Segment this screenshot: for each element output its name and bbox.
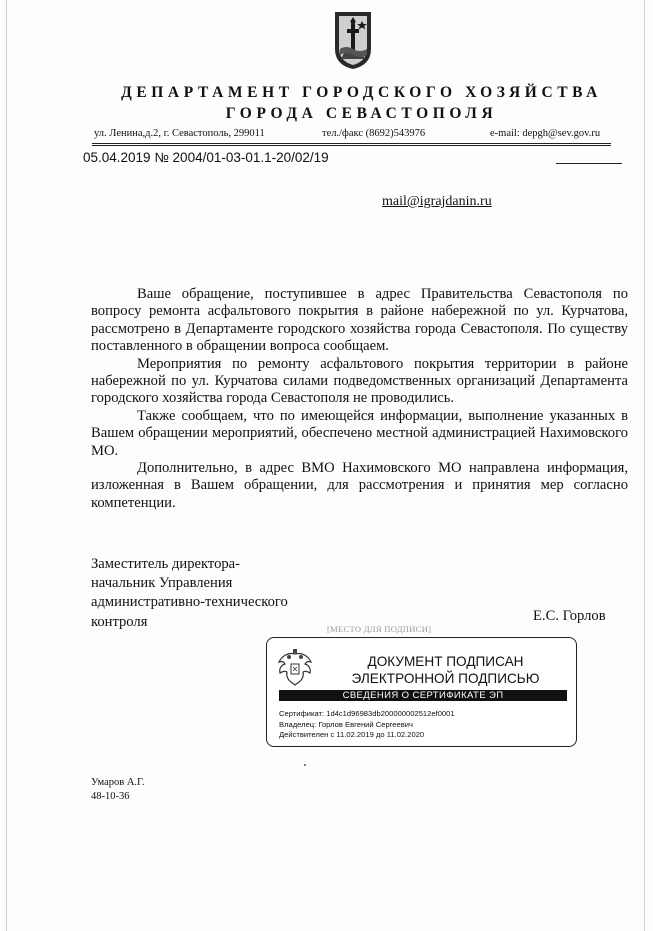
stamp-heading-line1: ДОКУМЕНТ ПОДПИСАН bbox=[367, 654, 524, 669]
signature-placeholder-label: [МЕСТО ДЛЯ ПОДПИСИ] bbox=[327, 624, 432, 634]
executor-info bbox=[91, 776, 145, 804]
addressee-email: mail@igrajdanin.ru bbox=[382, 194, 492, 209]
executor-name: Умаров А.Г. bbox=[91, 777, 145, 788]
department-name-line2: ГОРОДА СЕВАСТОПОЛЯ bbox=[225, 105, 498, 122]
blank-line bbox=[556, 163, 622, 164]
letterhead-divider-bottom bbox=[92, 145, 611, 146]
body-paragraph: Мероприятия по ремонту асфальтового покрытия территории в районе набережной по ул. Курчатова силами подведомственных организаций Департамента городского хозяйства города Севастополя не проводились. bbox=[91, 355, 628, 407]
stamp-heading bbox=[323, 653, 568, 687]
letter-body bbox=[91, 286, 628, 512]
certificate-owner: Владелец: Горлов Евгений Сергеевич bbox=[279, 719, 413, 729]
letterhead-divider-top bbox=[92, 143, 611, 144]
scan-edge-left bbox=[6, 0, 7, 931]
certificate-validity: Действителен с 11.02.2019 до 11.02.2020 bbox=[279, 730, 425, 739]
signatory-title bbox=[91, 555, 288, 632]
signatory-name: Е.С. Горлов bbox=[533, 608, 606, 624]
russian-coat-of-arms-icon bbox=[276, 648, 314, 688]
scan-edge-right bbox=[644, 0, 645, 931]
certificate-info-bar: СВЕДЕНИЯ О СЕРТИФИКАТЕ ЭП bbox=[279, 690, 567, 701]
body-paragraph: Также сообщаем, что по имеющейся информации, выполнение указанных в Вашем обращении мероприятий, обеспечено местной администрацией Нахимовского МО. bbox=[91, 407, 628, 459]
scan-speck bbox=[304, 764, 306, 766]
body-paragraph: Дополнительно, в адрес ВМО Нахимовского МО направлена информация, изложенная в Вашем обращении, для рассмотрения и принятия мер согласно компетенции. bbox=[91, 460, 628, 511]
stamp-heading-line2: ЭЛЕКТРОННОЙ ПОДПИСЬЮ bbox=[351, 671, 540, 686]
department-address: ул. Ленина,д.2, г. Севастополь, 299011 bbox=[94, 128, 265, 139]
registration-number: 05.04.2019 № 2004/01-03-01.1-20/02/19 bbox=[83, 150, 329, 165]
department-email: e-mail: depgh@sev.gov.ru bbox=[490, 128, 601, 139]
signatory-title-line: Заместитель директора- bbox=[91, 556, 240, 572]
body-paragraph: Ваше обращение, поступившее в адрес Правительства Севастополя по вопросу ремонта асфальтового покрытия в районе набережной по ул. Курчатова, рассмотрено в Департаменте городского хозяйства города Севастополя. По существу поставленного в обращении вопроса сообщаем. bbox=[91, 286, 628, 355]
electronic-signature-stamp bbox=[266, 637, 577, 747]
sevastopol-coat-of-arms-icon bbox=[332, 9, 374, 71]
signatory-title-line: административно-технического bbox=[91, 594, 288, 611]
signatory-title-line: начальник Управления bbox=[91, 575, 233, 592]
department-name-line1: ДЕПАРТАМЕНТ ГОРОДСКОГО ХОЗЯЙСТВА bbox=[121, 84, 602, 101]
signatory-title-line: контроля bbox=[91, 613, 148, 630]
department-phone: тел./факс (8692)543976 bbox=[322, 128, 426, 139]
certificate-details bbox=[279, 709, 455, 741]
certificate-serial: Сертификат: 1d4c1d96983db200000002512ef0001 bbox=[279, 709, 455, 718]
executor-phone: 48-10-36 bbox=[91, 791, 130, 802]
